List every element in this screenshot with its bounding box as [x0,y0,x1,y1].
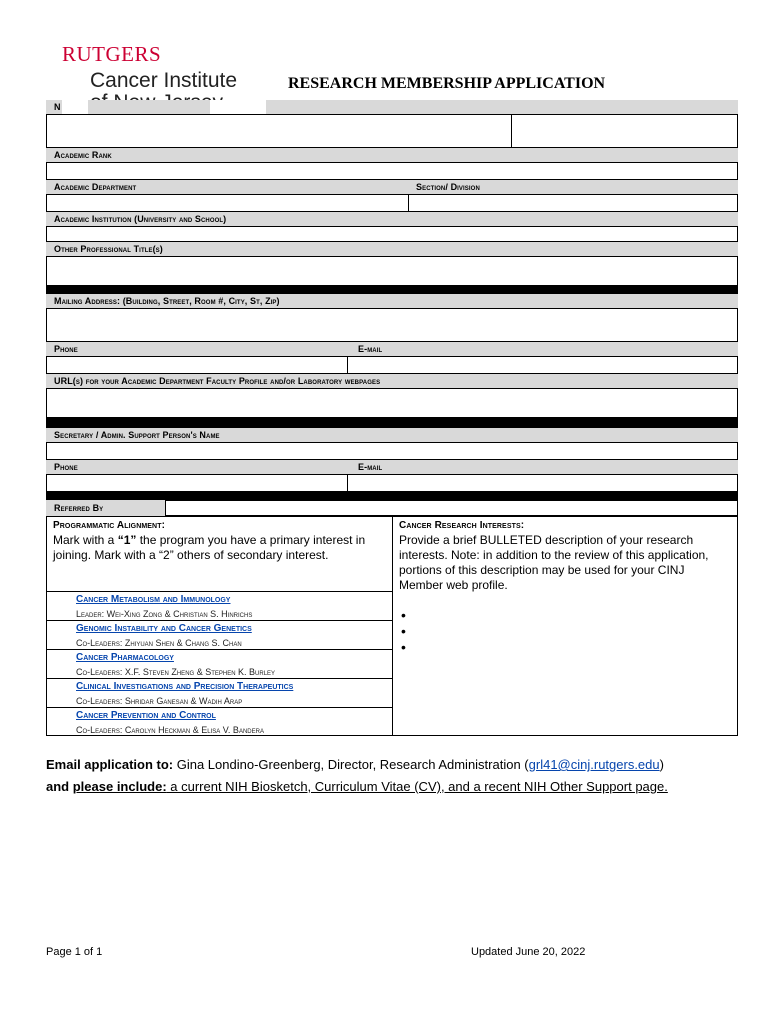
logo-line-1: Cancer Institute [90,69,238,92]
program-checkbox[interactable] [46,678,74,708]
program-leaders: Co-Leaders: X.F. Steven Zheng & Stephen K. Burley [76,667,276,677]
bullet-3: • [401,639,406,655]
secretary-input[interactable] [46,442,738,460]
institution-header [46,212,738,226]
program-row [73,649,393,679]
program-row [73,620,393,650]
other-titles-label: Other Professional Title(s) [54,244,163,254]
program-link[interactable]: Clinical Investigations and Precision Therapeutics [76,681,294,692]
name-label: N [54,102,61,112]
program-leaders: Co-Leaders: Shridar Ganesan & Wadih Arap [76,696,243,706]
urls-label: URL(s) for your Academic Department Faculty Profile and/or Laboratory webpages [54,376,381,386]
bullet-2: • [401,623,406,639]
bullet-1: • [401,607,406,623]
other-titles-input[interactable] [46,256,738,286]
email2-input[interactable] [347,474,738,492]
program-row [73,707,393,736]
program-checkbox[interactable] [46,649,74,679]
program-row [73,678,393,708]
referred-by-input[interactable] [165,500,738,516]
secretary-header [46,428,738,442]
secretary-label: Secretary / Admin. Support Person's Name [54,430,220,440]
program-link[interactable]: Cancer Prevention and Control [76,710,216,721]
program-row [73,591,393,621]
section-divider [46,286,738,294]
name-header [46,100,738,114]
urls-input[interactable] [46,388,738,418]
program-leaders: Co-Leaders: Zhiyuan Shen & Chang S. Chan [76,638,242,648]
program-list [46,591,393,736]
section-label: Section/ Division [416,182,480,192]
program-checkbox[interactable] [46,707,74,736]
phone-label: Phone [54,344,78,354]
email-link[interactable]: grl41@cinj.rutgers.edu [528,757,660,772]
email-label: E-mail [358,344,383,354]
academic-rank-header [46,148,738,162]
submission-instructions [46,754,746,798]
include-line: and please include: a current NIH Biosketch, Curriculum Vitae (CV), and a recent NIH Other Support page. [46,779,668,794]
programmatic-text: Mark with a “1” the program you have a primary interest in joining. Mark with a “2” others of secondary interest. [53,533,366,562]
interests-text: Provide a brief BULLETED description of your research interests. Note: in addition to the review of this application, portions of this description may be used for your CINJ Member web profile. [399,533,709,592]
department-label: Academic Department [54,182,137,192]
program-leaders: Co-Leaders: Carolyn Heckman & Elisa V. Bandera [76,725,264,735]
rutgers-logo-text: RUTGERS [62,42,162,66]
academic-rank-label: Academic Rank [54,150,112,160]
other-titles-header [46,242,738,256]
institution-input[interactable] [46,226,738,242]
interests-heading: Cancer Research Interests: [399,520,525,531]
address-header [46,294,738,308]
address-label: Mailing Address: (Building, Street, Room #, City, St, Zip) [54,296,280,306]
program-link[interactable]: Cancer Metabolism and Immunology [76,594,231,605]
program-checkbox[interactable] [46,620,74,650]
academic-rank-input[interactable] [46,162,738,180]
department-header [46,180,738,194]
programmatic-heading: Programmatic Alignment: [53,520,166,531]
email-input[interactable] [347,356,738,374]
referred-by-label: Referred By [54,503,104,513]
degree-input[interactable] [511,114,738,148]
program-link[interactable]: Cancer Pharmacology [76,652,174,663]
page-number: Page 1 of 1 [46,946,103,958]
page-title: RESEARCH MEMBERSHIP APPLICATION [288,75,606,92]
program-checkbox[interactable] [46,591,74,621]
phone2-input[interactable] [46,474,348,492]
institution-label: Academic Institution (University and School) [54,214,227,224]
urls-header [46,374,738,388]
updated-date: Updated June 20, 2022 [471,946,586,958]
email2-label: E-mail [358,462,383,472]
phone2-email2-header [46,460,738,474]
address-input[interactable] [46,308,738,342]
phone-email-header [46,342,738,356]
program-leaders: Leader: Wei-Xing Zong & Christian S. Hinrichs [76,609,253,619]
email-line: Email application to: Gina Londino-Greenberg, Director, Research Administration (grl41@cinj.rutgers.edu) [46,757,664,772]
phone2-label: Phone [54,462,78,472]
department-input[interactable] [46,194,409,212]
program-link[interactable]: Genomic Instability and Cancer Genetics [76,623,252,634]
section-divider [46,492,738,500]
section-input[interactable] [408,194,738,212]
section-divider [46,418,738,428]
referred-by-header [46,500,166,516]
name-input[interactable] [46,114,512,148]
phone-input[interactable] [46,356,348,374]
